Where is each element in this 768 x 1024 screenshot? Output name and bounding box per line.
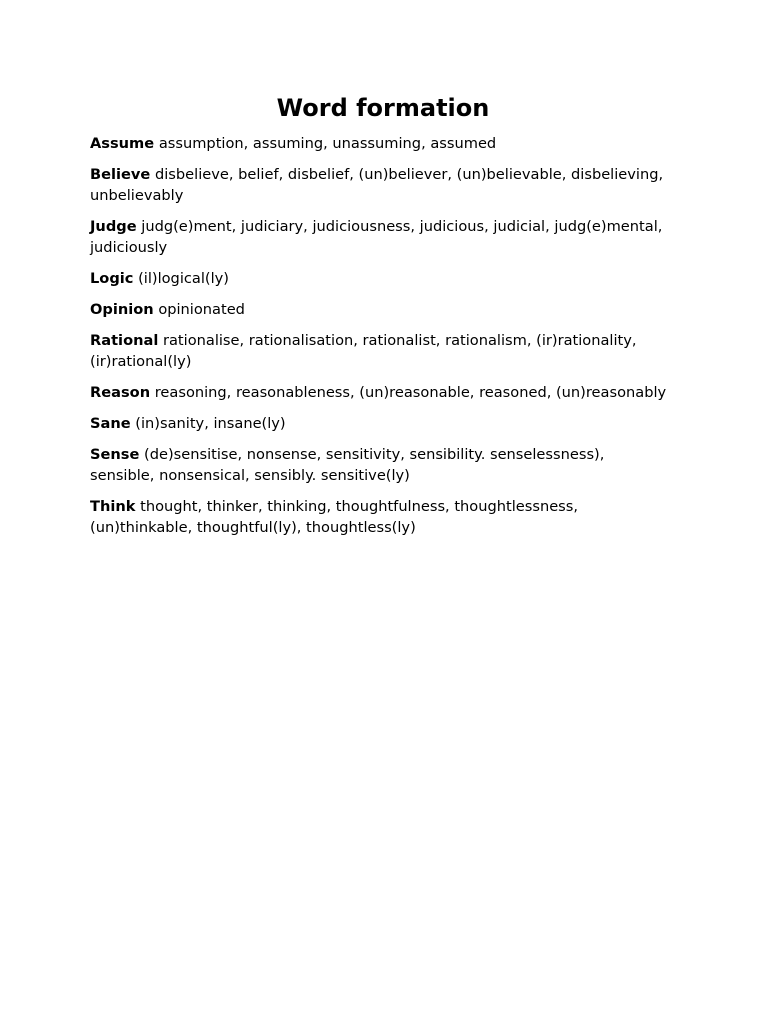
entry-headword: Believe (90, 166, 151, 183)
entry-assume (90, 133, 670, 154)
entry-logic (90, 268, 670, 289)
entry-forms: assumption, assuming, unassuming, assumed (158, 135, 497, 152)
entry-forms: rationalise, rationalisation, rationalist, rationalism, (ir)rationality, (ir)rational(ly) (90, 332, 637, 370)
entry-headword: Sane (90, 415, 131, 432)
entry-forms: (de)sensitise, nonsense, sensitivity, sensibility. senselessness), sensible, nonsensical, sensibly. sensitive(ly) (90, 446, 605, 484)
entry-judge (90, 216, 670, 258)
entry-headword: Rational (90, 332, 159, 349)
entry-headword: Reason (90, 384, 151, 401)
entry-headword: Sense (90, 446, 140, 463)
entry-headword: Opinion (90, 301, 154, 318)
entry-believe (90, 164, 670, 206)
entry-headword: Judge (90, 218, 137, 235)
entry-forms: (il)logical(ly) (138, 270, 229, 287)
entry-forms: thought, thinker, thinking, thoughtfulness, thoughtlessness, (un)thinkable, thoughtful(ly), thoughtless(ly) (90, 498, 579, 536)
entry-think (90, 496, 670, 538)
entry-forms: reasoning, reasonableness, (un)reasonable, reasoned, (un)reasonably (154, 384, 667, 401)
document-page (90, 92, 670, 548)
entry-forms: opinionated (158, 301, 245, 318)
entry-reason (90, 382, 670, 403)
entry-forms: disbelieve, belief, disbelief, (un)believer, (un)believable, disbelieving, unbelievably (90, 166, 664, 204)
entry-rational (90, 330, 670, 372)
entry-forms: judg(e)ment, judiciary, judiciousness, judicious, judicial, judg(e)mental, judiciously (90, 218, 663, 256)
entry-sense (90, 444, 670, 486)
entry-headword: Assume (90, 135, 155, 152)
entry-opinion (90, 299, 670, 320)
entry-sane (90, 413, 670, 434)
entry-headword: Think (90, 498, 136, 515)
entry-headword: Logic (90, 270, 134, 287)
page-title: Word formation (276, 94, 490, 122)
entry-forms: (in)sanity, insane(ly) (135, 415, 286, 432)
